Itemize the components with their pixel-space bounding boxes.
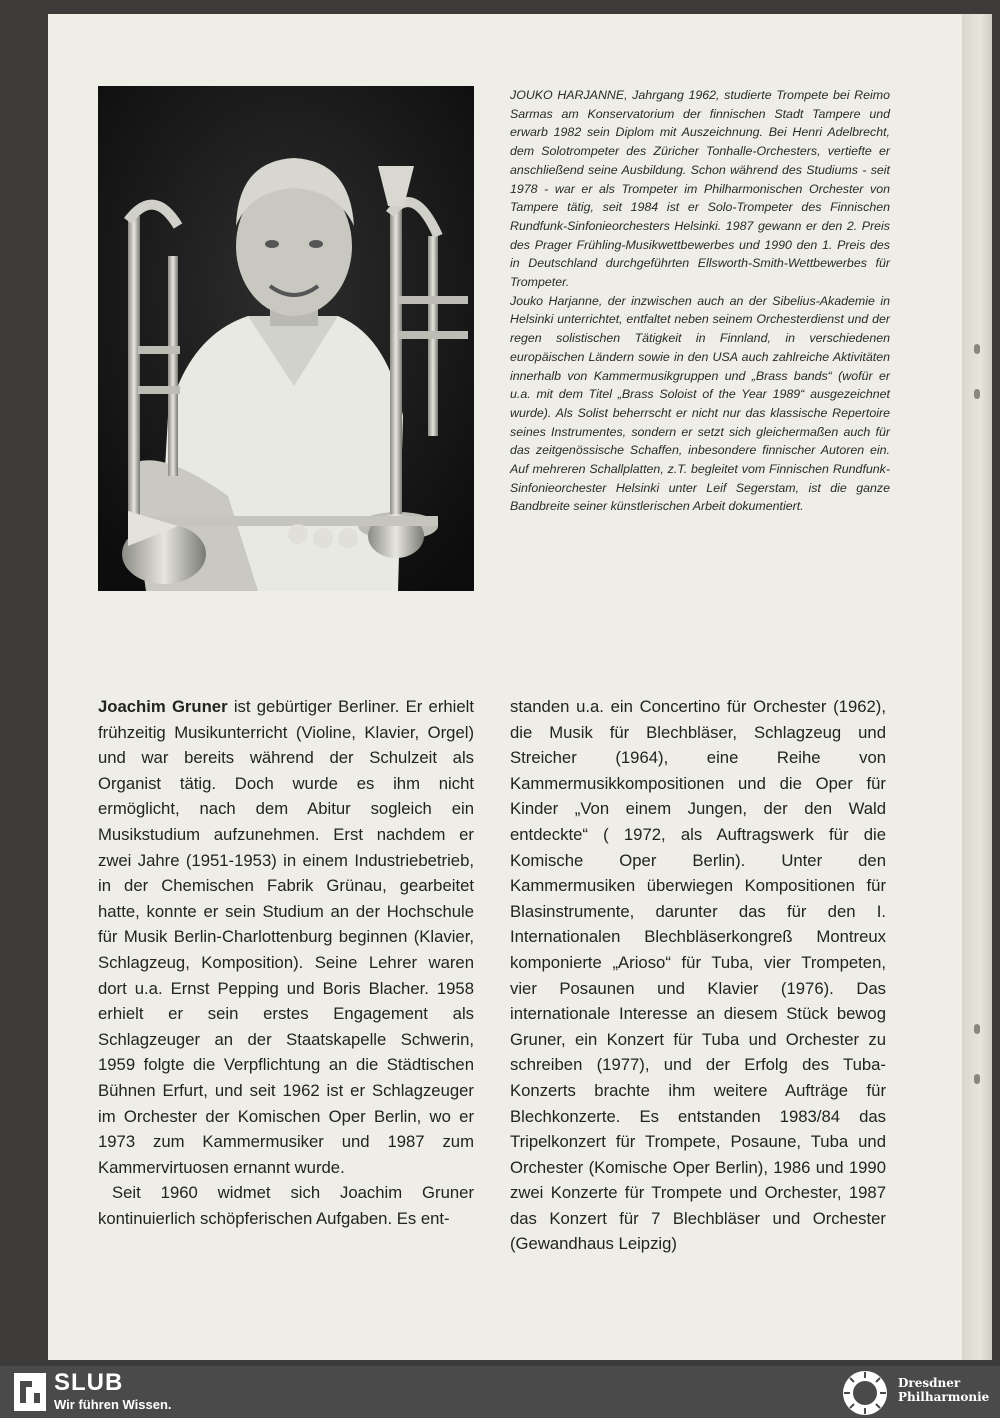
slub-name: SLUB <box>54 1369 124 1396</box>
binding-hole <box>974 1024 980 1034</box>
bio-paragraph: Jouko Harjanne, der inzwischen auch an der Sibelius-Akademie in Helsinki unterrichtet, entfaltet neben seinem Orchesterdienst und der regen solistischen Tätigkeit in Finnland, in verschiedenen europäischen Ländern sowie in den USA auch zahlreiche Aktivitäten innerhalb von Kammermusikgruppen und „Brass bands“ (wofür er u.a. mit dem Titel „Brass Soloist of the Year 1989“ ausgezeichnet wurde). Als Solist beherrscht er nicht nur das klassische Repertoire seines Instrumentes, sondern er setzt sich gleichermaßen auch für das zeitgenössische Schaffen, inbesondere finnischer Autoren ein. Auf mehreren Schallplatten, z.T. begleitet vom Finnischen Rundfunk-Sinfonieorchester Helsinki unter Leif Segerstam, ist die ganze Bandbreite seiner künstlerischen Arbeit dokumentiert. <box>510 293 890 514</box>
article-column-left <box>98 694 474 1231</box>
footer-bar <box>0 1366 1000 1418</box>
slub-logo-icon <box>14 1373 46 1411</box>
portrait-photo <box>98 86 474 591</box>
dresdner-philharmonie-logo-icon <box>842 1370 888 1416</box>
slub-tagline: Wir führen Wissen. <box>54 1397 172 1412</box>
article-paragraph: Seit 1960 widmet sich Joachim Gruner kontinuierlich schöpferischen Aufgaben. Es ent- <box>98 1183 474 1228</box>
binding-hole <box>974 344 980 354</box>
binding-hole <box>974 1074 980 1084</box>
article-paragraph <box>98 694 474 1180</box>
partner-name <box>898 1376 998 1404</box>
next-page-edge <box>962 14 992 1360</box>
partner-name-line: Philharmonie <box>898 1390 990 1404</box>
bio-paragraph: JOUKO HARJANNE, Jahrgang 1962, studierte Trompete bei Reimo Sarmas am Konservatorium der finnischen Stadt Tampere und erwarb 1982 sein Diplom mit Auszeichnung. Bei Henri Adelbrecht, dem Solotrompeter des Züricher Tonhalle-Orchesters, vertiefte er anschließend seine Ausbildung. Schon während des Studiums - seit 1978 - war er als Trompeter im Philharmonischen Orchester von Tampere tätig, seit 1984 ist er Solo-Trompeter des Finnischen Rundfunk-Sinfonieorchesters Helsinki. 1987 gewann er den 2. Preis des Prager Frühling-Musikwettbewerbes und 1990 den 1. Preis des in Deutschland durchgeführten Ellsworth-Smith-Wettbewerbes für Trompeter. <box>510 88 890 290</box>
portrait-photo-illustration <box>98 86 474 591</box>
person-name: Joachim Gruner <box>98 697 228 716</box>
partner-name-line: Dresdner <box>898 1376 961 1390</box>
article-paragraph: standen u.a. ein Concertino für Orchester (1962), die Musik für Blechbläser, Schlagzeug und Streicher (1964), eine Reihe von Kammermusikkompositionen und die Oper für Kinder „Von einem Jungen, der den Wald entdeckte“ ( 1972, als Auftragswerk für die Komische Oper Berlin). Unter den Kammermusiken überwiegen Kompositionen für Blasinstrumente, darunter das für den I. Internationalen Blechbläserkongreß Montreux komponierte „Arioso“ für Tuba, vier Trompeten, vier Posaunen und Klavier (1976). Das internationale Interesse an diesem Stück bewog Gruner, ein Konzert für Tuba und Orchester zu schreiben (1977), und der Erfolg des Tuba-Konzerts brachte ihm weitere Aufträge für Blechkonzerte. Es entstanden 1983/84 das Tripelkonzert für Trompete, Posaune, Tuba und Orchester (Komische Oper Berlin), 1986 und 1990 zwei Konzerte für Trompete und Orchester, 1987 das Konzert für 7 Blechbläser und Orchester (Gewandhaus Leipzig) <box>510 697 886 1254</box>
paragraph-text: ist gebürtiger Berliner. Er erhielt frühzeitig Musikunterricht (Violine, Klavier, Orgel) und war bereits während der Schulzeit als Organist tätig. Doch wurde es ihm nicht ermöglicht, nach dem Abitur sogleich ein Musikstudium aufzunehmen. Erst nachdem er zwei Jahre (1951-1953) in einem Industriebetrieb, in der Chemischen Fabrik Grünau, gearbeitet hatte, konnte er sein Studium an der Hochschule für Musik Berlin-Charlottenburg beginnen (Klavier, Schlagzeug, Komposition). Seine Lehrer waren dort u.a. Ernst Pepping und Boris Blacher. 1958 erhielt er sein erstes Engagement als Schlagzeuger an der Staatskapelle Schwerin, 1959 folgte die Verpflichtung an die Städtischen Bühnen Erfurt, und seit 1962 ist er Schlagzeuger im Orchester der Komischen Oper Berlin, wo er 1973 zum Kammermusiker und 1987 zum Kammervirtuosen ernannt wurde. <box>98 697 474 1177</box>
article-column-right <box>510 694 886 1257</box>
bio-text <box>510 86 890 516</box>
binding-hole <box>974 389 980 399</box>
